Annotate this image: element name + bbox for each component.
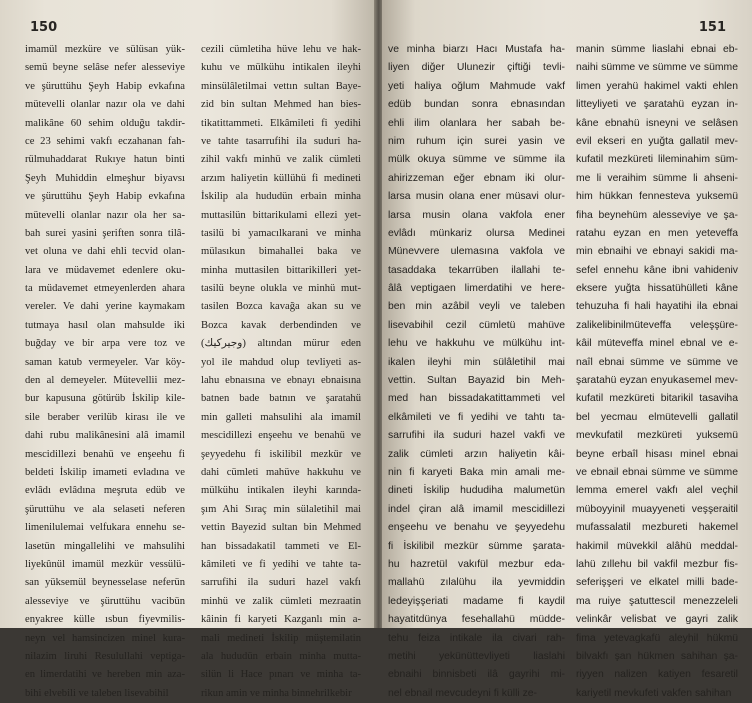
text-line: lahu ebnaısına ve ebnayı ebnaisına <box>201 375 361 387</box>
text-line: ve şüruttühu Şeyh Habip evkafına <box>25 80 185 92</box>
text-line: kâmileti ve fi yedihi ve tahte ta- <box>201 558 361 570</box>
text-line: rikun amin ve minha binnehrilkebir <box>201 687 352 699</box>
text-line: ebnaihi binnisbeti ilâ gayrihi mi- <box>388 669 565 681</box>
text-line: şeyyedehu fi iskilibil mezkür ve <box>201 448 361 460</box>
text-line: mülkühu intikalen ileyhi karında- <box>201 485 361 497</box>
text-line: mali medineti İskilip müştemilatin <box>201 632 361 644</box>
right-page-number: 151 <box>698 20 726 35</box>
text-line: cezili cümletiha hüve lehu ve hak- <box>201 44 361 55</box>
text-line: beldeti İskilip imameti evladına ve <box>25 466 185 478</box>
text-line: rülmuhaddarat Rukıye hatun binti <box>25 154 185 166</box>
text-line: kâil müteveffa minel ebnal ve e- <box>576 338 738 350</box>
text-line: naîl ebnai sümme ve sümme ve <box>576 356 738 368</box>
text-line: eksere yuğta hissatühülleti kâne <box>576 283 738 295</box>
text-line: lahü zıllehu bil vakfil mezbur fis- <box>576 558 738 570</box>
text-line: nim ruhum için surei yasin ve <box>388 135 565 147</box>
text-line: imamül mezküre ve sülüsan yük- <box>25 44 185 55</box>
text-line: min galleti mahsulihi ala imamil <box>201 411 361 423</box>
text-line: şım Ahi Sıraç min sülaletihil mai <box>201 503 361 515</box>
right-page-column-2 <box>576 41 738 703</box>
text-line: ledeyişşeriati madame fi kaydil <box>388 595 565 607</box>
text-line: ala hududün erbain minha mutta- <box>201 650 361 662</box>
text-line: neyn vel hamsincizen minel kura- <box>25 632 185 644</box>
text-line: nel ebnail mevcudeyni fi külli ze- <box>388 687 538 699</box>
text-line: enşeehu ve benahu ve şeyyedehu <box>388 522 565 534</box>
text-line: larsa musin olana vakfola ener <box>388 209 565 221</box>
text-line: yeti haliya oğlum Mahmude vakf <box>388 80 565 92</box>
text-line: larsa musin olana ener müsavi olur- <box>388 191 565 203</box>
text-line: lemma emerel vakfı alel veçhil <box>576 485 738 497</box>
text-line: mescidillezi enşeehu ve benahü ve <box>201 430 361 442</box>
left-page-number: 150 <box>30 20 58 35</box>
text-line: mevkufatil mezküreti yuksemü <box>576 430 738 442</box>
text-line: zalikelibinilmüteveffa veleşşüre- <box>576 319 738 331</box>
text-line: Bozca kavak derbendinden ve <box>201 319 361 331</box>
text-line: minsülâletilmai vettın sultan Baye- <box>201 80 361 92</box>
text-line: ahirizzeman eğer ebnam iki olur- <box>388 172 565 184</box>
text-line: tasilü beyne olukla ve minhü mut- <box>201 283 361 295</box>
text-line: nin fi karyeti Baka min amali me- <box>388 466 565 478</box>
text-line: şaratahü eyzan enyukasemel mev- <box>576 375 738 387</box>
text-line: him hükkan fennesteva yuksemü <box>576 191 738 203</box>
text-line: fiha beynehüm alesseviye ve şa- <box>576 209 738 221</box>
text-line: tasaddaka tekarrüben ilallahi te- <box>388 264 565 276</box>
text-line: bihi elvebili ve taleben lisevabihil <box>25 687 169 699</box>
text-line: minha muttasilen bittarikilleri yet- <box>201 264 361 276</box>
text-line: vereler. Ve dahi yerine kaymakam <box>25 301 185 313</box>
text-line: Şeyh Muhiddin elmeşhur biyavsı <box>25 172 185 184</box>
text-line: naihi sümme ve sümme ve sümme <box>576 62 738 74</box>
text-line: mütevelli olanlar nazır ola ve dahi <box>25 99 185 111</box>
text-line: zalik cümleti arzın haliyetin kâi- <box>388 448 565 460</box>
text-line: bilvakfı şan hükmen sahihan şa- <box>576 650 738 662</box>
text-line: hayatitdünya fesehallahü müdde- <box>388 614 565 626</box>
text-line: vet oluna ve dahi ehli tecvid olan- <box>25 246 185 258</box>
text-line: tasilü bi yamacılkarani ve minha <box>201 227 361 239</box>
text-line: me li veraihim sümme li ahseni- <box>576 172 738 184</box>
text-line: sile beraber verilüb kirası ile ve <box>25 411 185 423</box>
text-line: liyen diğer Ulunezir çiftiği tevli- <box>388 62 565 74</box>
text-line: zihil vakfı minhü ve zalik cümleti <box>201 154 361 166</box>
text-line: tikatittammeti. Elkâmileti fi yedihi <box>201 117 361 129</box>
text-line: hakimil müvekkil alâhü meddal- <box>576 540 738 552</box>
text-line: riyyen nalizen katiyen fesaretil <box>576 669 738 681</box>
text-line: limenilulemai velfukara ennehu se- <box>25 522 185 534</box>
text-line: alesseviye ve şüruttühu vacibün <box>25 595 185 607</box>
text-line: tasilen Bozca kavağa akan su ve <box>201 301 361 313</box>
text-line: evlâdı evlâdına meşruta edüb ve <box>25 485 185 497</box>
text-line: manin sümme liaslahi ebnai eb- <box>576 44 738 55</box>
text-line: vettin Bayezid sultan bin Mehmed <box>201 522 361 534</box>
text-line: ma ruiye şatuttescil menezzeleli <box>576 595 738 607</box>
text-line: limen yerahü hakimel vakti ehlen <box>576 80 738 92</box>
text-line: minhü ve zalik cümleti mezraatin <box>201 595 361 607</box>
text-line: nilazim liruhi Resulullahi veptiga- <box>25 650 185 662</box>
text-line: lara ve müdavemet edenlere oku- <box>25 264 185 276</box>
text-line: lisevabihil cezil cümletü mahüve <box>388 319 565 331</box>
text-line: sefel ennehu kâne ibni vahideniv <box>576 264 738 276</box>
text-line: min ebnaihi ve ebnayi sakidi ma- <box>576 246 738 258</box>
text-line: litteyliyeti ve şaratahü eyzan in- <box>576 99 738 111</box>
text-line: kâinin fi karyeti Kazganlı min a- <box>201 614 361 626</box>
text-line: han bissadakatil tammeti ve El- <box>201 540 361 552</box>
text-line: mescidillezi benahü ve enşeehu fi <box>25 448 185 460</box>
text-line: fima yetevagkafü aleyhil hükmü <box>576 632 738 644</box>
text-line: batnen bade batnın ve şaratahü <box>201 393 361 405</box>
text-line: (وجيركيك) altından mürur eden <box>201 338 361 350</box>
left-page-column-1 <box>25 41 185 703</box>
text-line: müboyyinil muayyeneti veşşeraitil <box>576 503 738 515</box>
text-line: bel yecmau elmütevelli gallatil <box>576 411 738 423</box>
text-line: evlâdı münkariz olursa Medinei <box>388 227 565 239</box>
text-line: ve tahte tasarrufihi ila suduri ha- <box>201 135 361 147</box>
left-page <box>0 0 376 699</box>
text-line: lehu ve hakkuhu ve mülkühu int- <box>388 338 565 350</box>
text-line: bur kapusuna götürüb İskilip kile- <box>25 393 185 405</box>
text-line: ben min azâbil veyli ve taleben <box>388 301 565 313</box>
text-line: kufatil mezküreti bitarikil tasaviha <box>576 393 738 405</box>
text-line: san yüksemül beynesselase neferün <box>25 577 185 589</box>
text-line: liyekûnül imamül mezkür vessülü- <box>25 558 185 570</box>
text-line: tutmaya hasıl olan mahsulde iki <box>25 319 185 331</box>
text-line: kâne ebnahü isneyni ve selâsen <box>576 117 738 129</box>
text-line: saman katub vermeyeler. Var köy- <box>25 356 185 368</box>
text-line: dineti İskilip hududiha malumetün <box>388 485 565 497</box>
text-line: şüruttühu ve ala selaseti neferen <box>25 503 185 515</box>
text-line: beyne erbaîl hisası minel ebnai <box>576 448 738 460</box>
text-line: dahi rubu malikânesini alâ imamil <box>25 430 185 442</box>
text-line: lasetün mingallelihi ve mahsulihi <box>25 540 185 552</box>
text-line: ta müdavemet etmeyenlerden ahara <box>25 283 185 295</box>
text-line: elkâmileti ve fi yedihi ve tahtı ta- <box>388 411 565 423</box>
text-line: velinkâr velisbat ve gayri zalik <box>576 614 738 626</box>
text-line: ve minha biarzı Hacı Mustafa ha- <box>388 44 565 55</box>
text-line: hu hazretül vakıfül mezbur eda- <box>388 558 565 570</box>
text-line: ve ebnail ebnai sümme ve sümme <box>576 466 738 478</box>
text-line: tehuzuha fi hali hayatihi ila ebnai <box>576 301 738 313</box>
text-line: ikalen ileyhi min sülâletihil mai <box>388 356 565 368</box>
text-line: ehli ilim olanlara her sabah be- <box>388 117 565 129</box>
text-line: mülk okuya sümme ve sümme ila <box>388 154 565 166</box>
right-page-column-1 <box>388 41 565 703</box>
text-line: sarrufihi ila suduri hazel vakfı <box>201 577 361 589</box>
text-line: ve şüruttühu Şeyh Habip evkafına <box>25 191 185 203</box>
text-line: mülasıkun bimahallei baka ve <box>201 246 361 258</box>
text-line: muttasilün bittarikulami ellezi yet- <box>201 209 361 221</box>
text-line: med han bissadakatittammeti vel <box>388 393 565 405</box>
text-line: evil ekseri en yuğta gallatil mev- <box>576 135 738 147</box>
text-line: vettin. Sultan Bayazid bin Meh- <box>388 375 565 387</box>
text-line: ratahu eyzan en men yeteveffa <box>576 227 738 239</box>
text-line: buğday ve bir arpa vere toz ve <box>25 338 185 350</box>
text-line: İskilip ala hududün erbain minha <box>201 191 361 203</box>
text-line: fi İskilibil mezkür sümme şarata- <box>388 540 565 552</box>
text-line: ce 23 sehimi vakfı eczahanan fah- <box>25 135 185 147</box>
text-line: tehu feiza intikale ila civari rah- <box>388 632 565 644</box>
text-line: indel çiran alâ imamil mescidillezi <box>388 503 565 515</box>
text-line: silün li Hace pınarı ve minha ta- <box>201 669 361 681</box>
text-line: âlâ veptigaen limerdatihi ve here- <box>388 283 565 295</box>
text-line: malikâne 60 sehim olduğu takdir- <box>25 117 185 129</box>
text-line: arzım haliyetin küllühü fi medineti <box>201 172 361 184</box>
text-line: den al demeyeler. Mütevellii mez- <box>25 375 185 387</box>
text-line: dahi cümleti mahüve hakkuhu ve <box>201 466 361 478</box>
text-line: Münevvere ulemasına vakfola ve <box>388 246 565 258</box>
text-line: kariyetil mevkufeti vakfen sahihan <box>576 687 732 699</box>
text-line: yol ile mahdud olup tevliyeti as- <box>201 356 361 368</box>
text-line: bah surei yasini şeriften sonra tilâ- <box>25 227 185 239</box>
text-line: seferişşeri ve elkatel milli bade- <box>576 577 738 589</box>
text-line: edüb bundan sonra ebnasından <box>388 99 565 111</box>
text-line: metihi yekünüttevliyeti liaslahi <box>388 650 565 662</box>
text-line: enyakree külle ısbun fiyevmilis- <box>25 614 185 626</box>
text-line: en limerdatihi ve hereben min aza- <box>25 669 185 681</box>
text-line: sarrufihi ila suduri hazel vakfi ve <box>388 430 565 442</box>
left-page-column-2 <box>201 41 361 703</box>
text-line: kufatil mezküreti lileminahim süm- <box>576 154 738 166</box>
text-line: mallahü zılalühu ila yevmiddin <box>388 577 565 589</box>
text-line: zid bin sultan Mehmed han bies- <box>201 99 361 111</box>
right-page <box>382 0 752 699</box>
text-line: mufassalatil mezbureti hakemel <box>576 522 738 534</box>
text-line: mütevelli olanlar nazır ola her sa- <box>25 209 185 221</box>
text-line: kuhu ve mülkühu intikalen ileyhi <box>201 62 361 74</box>
text-line: semü beyne selâse nefer alesseviye <box>25 62 185 74</box>
